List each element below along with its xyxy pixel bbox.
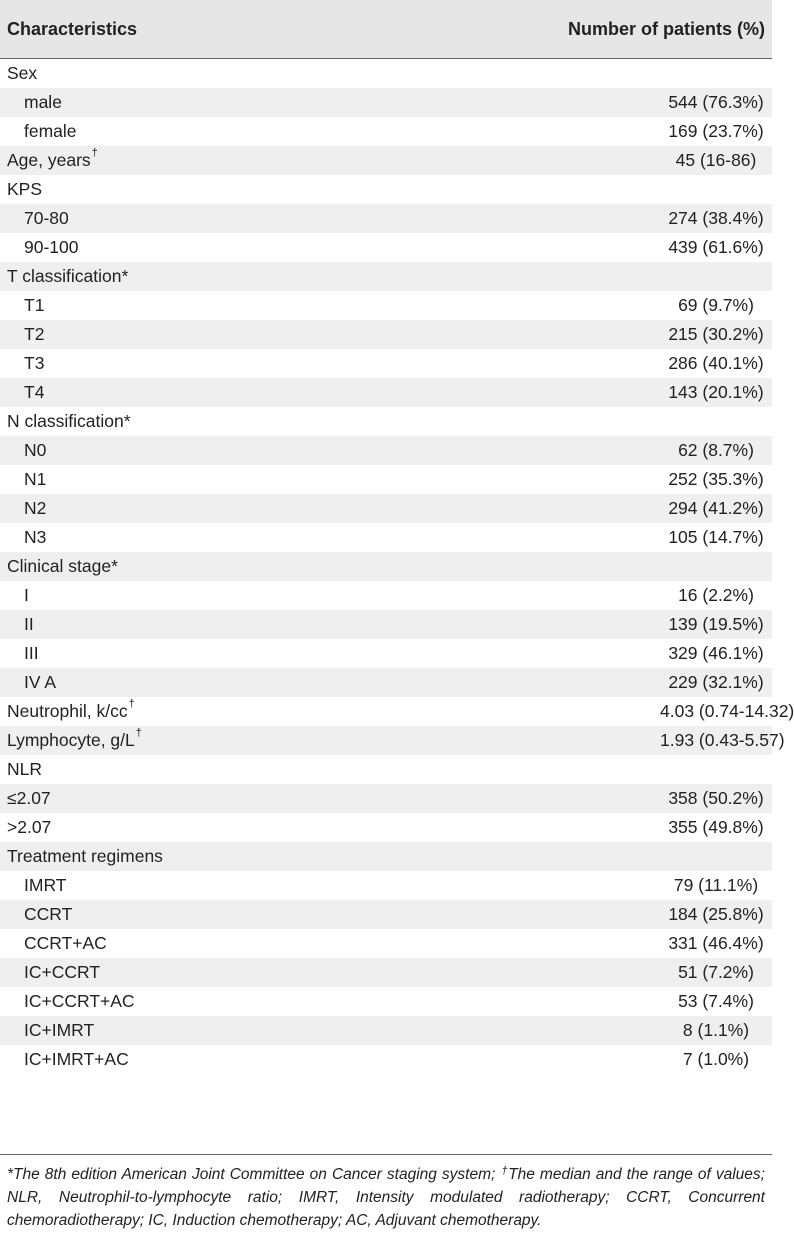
row-label-cell	[0, 407, 480, 436]
header-row	[0, 0, 772, 59]
row-label-cell	[0, 842, 480, 871]
row-value: 329 (46.1%)	[668, 642, 764, 663]
dagger-marker: †	[135, 726, 142, 739]
table-row	[0, 813, 772, 842]
table-row	[0, 378, 772, 407]
row-label-cell	[0, 871, 480, 900]
row-label-cell	[0, 59, 480, 88]
table-row	[0, 958, 772, 987]
row-label: T classification*	[7, 265, 129, 286]
row-label: IC+IMRT	[24, 1019, 95, 1040]
table-row	[0, 349, 772, 378]
table-row	[0, 871, 772, 900]
footnote-part-1: *The 8th edition American Joint Committee on Cancer staging system;	[7, 1166, 501, 1183]
row-value	[480, 175, 772, 204]
row-label: Sex	[7, 62, 38, 83]
row-value: 139 (19.5%)	[668, 613, 764, 634]
table-row	[0, 784, 772, 813]
row-value: 69 (9.7%)	[678, 294, 754, 315]
row-label: Lymphocyte, g/L	[7, 729, 135, 750]
row-label: IV A	[24, 671, 57, 692]
footnote-dagger: †	[501, 1165, 509, 1177]
dagger-marker: †	[128, 697, 135, 710]
row-label: N0	[24, 439, 47, 460]
row-label-cell	[0, 552, 480, 581]
row-value: 215 (30.2%)	[668, 323, 764, 344]
table-row	[0, 262, 772, 291]
table-body	[0, 59, 794, 1074]
row-label: T1	[24, 294, 45, 315]
row-value: 7 (1.0%)	[682, 1048, 750, 1069]
row-value: 62 (8.7%)	[678, 439, 754, 460]
row-label-cell	[0, 813, 480, 842]
dagger-marker: †	[91, 146, 98, 159]
row-label-cell	[0, 436, 480, 465]
table-row	[0, 552, 772, 581]
row-value: 4.03 (0.74-14.32)	[660, 700, 794, 721]
table-row	[0, 929, 772, 958]
row-label: KPS	[7, 178, 43, 199]
row-value: 51 (7.2%)	[678, 961, 754, 982]
row-label: 70-80	[24, 207, 69, 228]
row-value	[480, 842, 772, 871]
row-label-cell	[0, 1016, 480, 1045]
row-label-cell	[0, 1045, 480, 1074]
table-row	[0, 465, 772, 494]
row-label: NLR	[7, 758, 43, 779]
table-row	[0, 146, 772, 175]
row-label-cell	[0, 204, 480, 233]
row-label: IC+IMRT+AC	[24, 1048, 129, 1069]
row-value: 331 (46.4%)	[668, 932, 764, 953]
row-label-cell	[0, 668, 480, 697]
footnote-part-2: The median and the range of values; NLR, Neutrophil-to-lymphocyte ratio; IMRT, Intensity modulated radiotherapy; CCRT, Concurrent chemoradiotherapy; IC, Induction chemotherapy; AC, Adjuvant chemotherapy.	[7, 1166, 765, 1229]
header-characteristics: Characteristics	[0, 0, 480, 59]
table-row	[0, 900, 772, 929]
table-bottom-rule	[0, 1154, 772, 1155]
row-value: 79 (11.1%)	[673, 874, 759, 895]
row-label: 90-100	[24, 236, 79, 257]
row-label: N1	[24, 468, 47, 489]
table-row	[0, 59, 772, 88]
row-value: 544 (76.3%)	[668, 91, 764, 112]
row-value: 169 (23.7%)	[668, 120, 764, 141]
table-row	[0, 755, 772, 784]
table-row	[0, 407, 772, 436]
row-label-cell	[0, 262, 480, 291]
row-value: 16 (2.2%)	[678, 584, 754, 605]
table-row	[0, 697, 772, 726]
row-value: 358 (50.2%)	[668, 787, 764, 808]
table-row	[0, 494, 772, 523]
row-value: 45 (16-86)	[675, 149, 757, 170]
row-label-cell	[0, 117, 480, 146]
row-label: T4	[24, 381, 45, 402]
table-row	[0, 523, 772, 552]
row-label-cell	[0, 958, 480, 987]
row-label: T3	[24, 352, 45, 373]
row-label: N2	[24, 497, 47, 518]
table-row	[0, 668, 772, 697]
row-value	[480, 262, 772, 291]
row-label-cell	[0, 378, 480, 407]
row-value	[480, 59, 772, 88]
row-value: 229 (32.1%)	[668, 671, 764, 692]
row-value: 439 (61.6%)	[668, 236, 764, 257]
row-label: Age, years	[7, 149, 91, 170]
row-label-cell	[0, 900, 480, 929]
row-label-cell	[0, 610, 480, 639]
table-row	[0, 88, 772, 117]
row-value: 274 (38.4%)	[668, 207, 764, 228]
row-label: II	[24, 613, 34, 634]
row-label: IMRT	[24, 874, 67, 895]
table-row	[0, 1045, 772, 1074]
row-value: 355 (49.8%)	[668, 816, 764, 837]
table-row	[0, 436, 772, 465]
table-header	[0, 0, 772, 59]
row-label-cell	[0, 929, 480, 958]
table-row	[0, 639, 772, 668]
row-label: male	[24, 91, 62, 112]
row-value	[480, 407, 772, 436]
table-row	[0, 726, 772, 755]
table-row	[0, 320, 772, 349]
table-row	[0, 291, 772, 320]
row-value	[480, 552, 772, 581]
row-label-cell	[0, 726, 480, 755]
row-label: CCRT	[24, 903, 73, 924]
table-row	[0, 842, 772, 871]
row-label: Treatment regimens	[7, 845, 163, 866]
row-value: 105 (14.7%)	[668, 526, 764, 547]
row-value: 286 (40.1%)	[668, 352, 764, 373]
row-label: N3	[24, 526, 47, 547]
row-label-cell	[0, 755, 480, 784]
row-label-cell	[0, 523, 480, 552]
table-row	[0, 1016, 772, 1045]
row-value	[480, 755, 772, 784]
row-label: I	[24, 584, 29, 605]
row-label: N classification*	[7, 410, 131, 431]
table-row	[0, 233, 772, 262]
row-value: 252 (35.3%)	[668, 468, 764, 489]
row-label: ≤2.07	[7, 787, 51, 808]
row-label: CCRT+AC	[24, 932, 107, 953]
row-value: 143 (20.1%)	[668, 381, 764, 402]
row-label-cell	[0, 639, 480, 668]
row-label-cell	[0, 697, 480, 726]
row-label-cell	[0, 88, 480, 117]
row-label: IC+CCRT	[24, 961, 101, 982]
row-label: III	[24, 642, 39, 663]
row-value: 1.93 (0.43-5.57)	[660, 729, 785, 750]
table-row	[0, 987, 772, 1016]
row-label-cell	[0, 465, 480, 494]
row-label-cell	[0, 494, 480, 523]
row-label-cell	[0, 349, 480, 378]
row-label-cell	[0, 291, 480, 320]
table-footnote	[7, 1163, 765, 1232]
table-row	[0, 581, 772, 610]
row-label: T2	[24, 323, 45, 344]
table-row	[0, 175, 772, 204]
row-label-cell	[0, 320, 480, 349]
row-label-cell	[0, 146, 480, 175]
row-label: Clinical stage*	[7, 555, 118, 576]
row-label-cell	[0, 175, 480, 204]
row-label-cell	[0, 987, 480, 1016]
row-label: female	[24, 120, 77, 141]
row-label-cell	[0, 233, 480, 262]
table-row	[0, 610, 772, 639]
row-label: Neutrophil, k/cc	[7, 700, 128, 721]
row-value: 294 (41.2%)	[668, 497, 764, 518]
table-row	[0, 117, 772, 146]
table-row	[0, 204, 772, 233]
row-value: 53 (7.4%)	[678, 990, 754, 1011]
row-label-cell	[0, 784, 480, 813]
row-value: 8 (1.1%)	[682, 1019, 750, 1040]
row-label-cell	[0, 581, 480, 610]
header-number-of-patients: Number of patients (%)	[480, 0, 772, 59]
row-label: IC+CCRT+AC	[24, 990, 135, 1011]
row-value: 184 (25.8%)	[668, 903, 764, 924]
row-label: >2.07	[7, 816, 52, 837]
